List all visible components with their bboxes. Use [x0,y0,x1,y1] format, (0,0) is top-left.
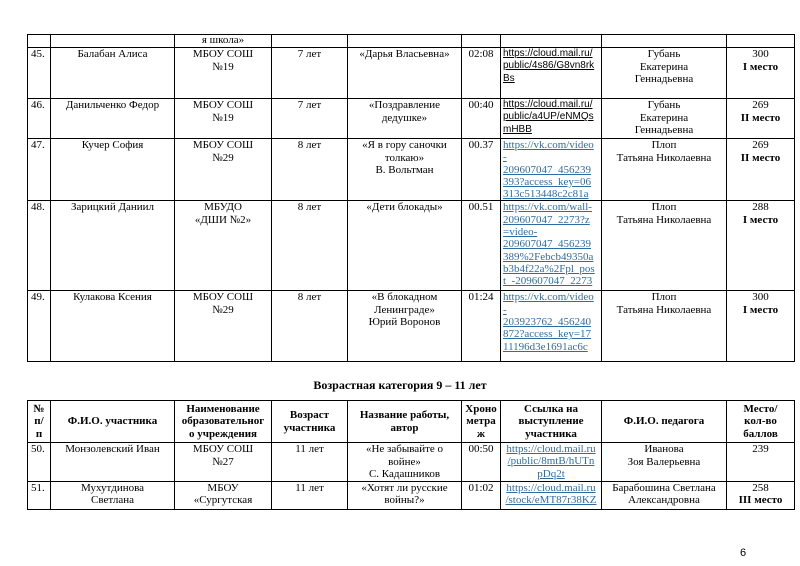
score: 288 [752,201,769,214]
work-line: В. Вольтман [375,164,434,176]
work-title [348,443,462,482]
teacher-line: Губань [647,99,681,111]
participant-name: Зарицкий Даниил [51,201,175,291]
row-number: 51. [28,481,51,509]
work-line: «Дети блокады» [366,201,443,214]
org-line: МБОУ СОШ [192,48,254,60]
participant-age: 11 лет [272,443,348,482]
link-line: /public/8mtB/hUTn [507,455,595,468]
school-name [175,443,272,482]
work-line: «Поздравление [368,99,441,111]
teacher-line: Зоя Валерьевна [627,455,701,468]
teacher-line: Татьяна Николаевна [616,213,712,226]
score-place [727,201,795,291]
work-title [348,201,462,291]
participant-name [51,443,175,482]
participants-table-age-7-8 [27,34,795,362]
performance-link-cell [501,201,602,291]
row-number: 48. [28,201,51,291]
org-line: МБУДО [204,201,242,214]
teacher-line: Татьяна Николаевна [616,303,712,316]
teacher-line: Барабошина Светлана [612,481,716,494]
school-name [175,99,272,139]
work-line: «Дарья Власьевна» [359,48,450,60]
performance-link-cell [501,443,602,482]
score-place [727,291,795,362]
score: 300 [752,48,769,60]
participant-age: 7 лет [272,99,348,139]
org-continuation: я школа» [175,35,272,48]
teacher-name [602,291,727,362]
header-score [727,401,795,443]
teacher-line: Екатерина [639,111,689,124]
score: 258 [752,481,769,494]
header-line: Ф.И.О. участника [67,415,158,428]
link-line: 389%2Febcb49350a [503,250,594,263]
link-line: https://vk.com/video [503,291,594,304]
link-line: 313c513448c2c81a [503,188,589,201]
name-line: Светлана [90,494,135,506]
table-row [28,481,795,509]
header-line: участника [525,427,577,440]
table-row [28,99,795,139]
work-title [348,139,462,201]
work-line: «Хотят ли русские [361,481,448,494]
org-line: №19 [212,111,234,124]
row-number: 49. [28,291,51,362]
link-line: b3b4f22a%2Fpl_pos [503,262,595,275]
place: III место [738,494,783,506]
header-line: о учреждения [188,427,257,440]
score: 269 [752,99,769,111]
teacher-name [602,443,727,482]
teacher-name [602,201,727,291]
link-line: https://vk.com/wall- [503,201,592,214]
header-line: Наименование [186,402,260,415]
link-line: =video- [503,226,538,239]
performance-link[interactable] [503,99,599,136]
org-line: МБОУ [207,481,239,494]
link-line: - [503,151,507,164]
header-link [501,401,602,443]
link-line: 209607047_2273?z [503,213,590,226]
place: II место [740,111,781,124]
header-teacher [602,401,727,443]
table-row [28,443,795,482]
link-line: https://cloud.mail.ru/ [503,48,593,59]
school-name [175,139,272,201]
teacher-line: Плоп [651,291,677,304]
work-line: дедушке» [381,111,428,124]
performance-link[interactable] [503,48,599,85]
link-line: 203923762_456240 [503,316,591,329]
duration: 00.37 [462,139,501,201]
table-header-row [28,401,795,443]
performance-link[interactable] [503,443,599,480]
link-line: mHBB [503,123,532,135]
link-line: /stock/eMT87r38KZ [505,493,597,506]
teacher-line: Екатерина [639,60,689,73]
performance-link[interactable] [503,291,599,352]
work-line: «Не забывайте о [365,443,444,455]
teacher-line: Плоп [651,201,677,214]
link-line: https://cloud.mail.ru [506,481,596,494]
work-title [348,48,462,99]
header-line: кол-во баллов [743,415,778,440]
org-line: МБОУ СОШ [192,99,254,111]
table-row [28,291,795,362]
participant-age: 11 лет [272,481,348,509]
teacher-name [602,48,727,99]
school-name [175,481,272,509]
work-line: Юрий Воронов [368,316,441,329]
score-place [727,443,795,482]
age-category-heading: Возрастная категория 9 – 11 лет [313,378,487,392]
participant-name: Балабан Алиса [51,48,175,99]
link-line: 209607047_456239 [503,163,591,176]
link-line: https://cloud.mail.ru/ [503,99,593,110]
work-line: толкаю» [384,151,425,164]
performance-link-cell [501,481,602,509]
link-line: public/a4UP/eNMQs [503,111,594,123]
teacher-line: Александровна [628,494,700,506]
work-line: войне» [388,455,421,468]
header-line: образовательног [181,415,265,428]
header-line: Название работы, [359,409,450,421]
link-line: 393?access_key=06 [503,175,592,188]
org-line: №27 [212,455,234,468]
header-line: п/ [34,415,44,428]
header-line: Место/ [743,402,778,415]
work-line: С. Кадашников [368,468,441,480]
header-org [175,401,272,443]
teacher-line: Губань [647,48,681,60]
duration: 00:40 [462,99,501,139]
row-number: 46. [28,99,51,139]
header-line: п [35,427,43,440]
performance-link-cell [501,291,602,362]
performance-link[interactable] [503,201,599,287]
school-name [175,48,272,99]
header-line: Хроно [465,402,497,415]
org-line: №19 [212,60,234,73]
performance-link[interactable] [503,482,599,507]
link-line: https://cloud.mail.ru [506,443,596,455]
header-age [272,401,348,443]
org-line: МБОУ СОШ [192,291,254,304]
org-line: «ДШИ №2» [194,213,252,226]
work-line: «В блокадном [371,291,438,304]
link-line: pDq2t [537,467,565,480]
duration: 01:02 [462,481,501,509]
org-line: №29 [212,151,234,164]
header-work [348,401,462,443]
performance-link-cell [501,99,602,139]
org-line: №29 [212,303,234,316]
performance-link-cell [501,139,602,201]
duration: 02:08 [462,48,501,99]
work-line: «Я в гору саночки [362,139,447,151]
org-line: «Сургутская [193,494,253,506]
work-line: войны?» [384,494,425,506]
table-row [28,48,795,99]
teacher-line: Геннадьевна [634,124,694,136]
performance-link[interactable] [503,139,599,200]
header-line: № [33,402,45,415]
header-line: выступление [518,415,584,428]
place: I место [742,60,779,73]
participant-age: 8 лет [272,201,348,291]
header-line: метраж [466,415,496,440]
work-title [348,291,462,362]
work-line: Ленинграде» [374,303,435,316]
header-line: участника [283,421,336,434]
participants-table-age-9-11 [27,400,795,510]
link-line: - [503,303,507,316]
continuation-row [28,35,795,48]
duration: 00.51 [462,201,501,291]
score-place [727,99,795,139]
school-name [175,201,272,291]
link-line: Bs [503,72,515,84]
table-row [28,139,795,201]
row-number: 50. [28,443,51,482]
org-line: МБОУ СОШ [192,139,254,151]
performance-link-cell [501,48,602,99]
link-line: 11196d3e1691ac6c [503,340,588,353]
score: 269 [752,139,769,151]
participant-age: 7 лет [272,48,348,99]
school-name [175,291,272,362]
participant-name: Данильченко Федор [51,99,175,139]
score: 239 [752,443,769,455]
header-line: Ссылка на [524,402,578,415]
header-line: Ф.И.О. педагога [623,415,705,428]
table-row [28,201,795,291]
participant-age: 8 лет [272,291,348,362]
work-title [348,99,462,139]
participant-age: 8 лет [272,139,348,201]
header-name [51,401,175,443]
header-line: Возраст [289,409,330,421]
header-num [28,401,51,443]
score-place [727,139,795,201]
name-line: Мухутдинова [80,481,145,494]
teacher-name [602,481,727,509]
duration: 01:24 [462,291,501,362]
duration: 00:50 [462,443,501,482]
score-place [727,48,795,99]
link-line: 209607047_456239 [503,238,591,251]
participant-name [51,481,175,509]
teacher-name [602,139,727,201]
row-number: 47. [28,139,51,201]
participant-name: Кучер София [51,139,175,201]
teacher-line: Татьяна Николаевна [616,151,712,164]
page-number: 6 [740,547,747,559]
teacher-line: Плоп [651,139,677,151]
link-line: 872?access_key=17 [503,328,592,341]
work-title [348,481,462,509]
link-line: public/4s86/G8vn8rk [503,60,595,72]
place: I место [742,213,779,226]
org-line: МБОУ СОШ [192,443,254,455]
place: II место [740,151,781,164]
score-place [727,481,795,509]
participant-name: Кулакова Ксения [51,291,175,362]
header-time [462,401,501,443]
teacher-name [602,99,727,139]
score: 300 [752,291,769,304]
link-line: https://vk.com/video [503,139,594,151]
place: I место [742,303,779,316]
teacher-line: Иванова [644,443,684,455]
teacher-line: Геннадьевна [634,73,694,85]
link-line: t_-209607047_2273 [503,275,593,288]
name-line: Монзолевский Иван [65,443,160,455]
header-line: автор [390,421,419,434]
row-number: 45. [28,48,51,99]
